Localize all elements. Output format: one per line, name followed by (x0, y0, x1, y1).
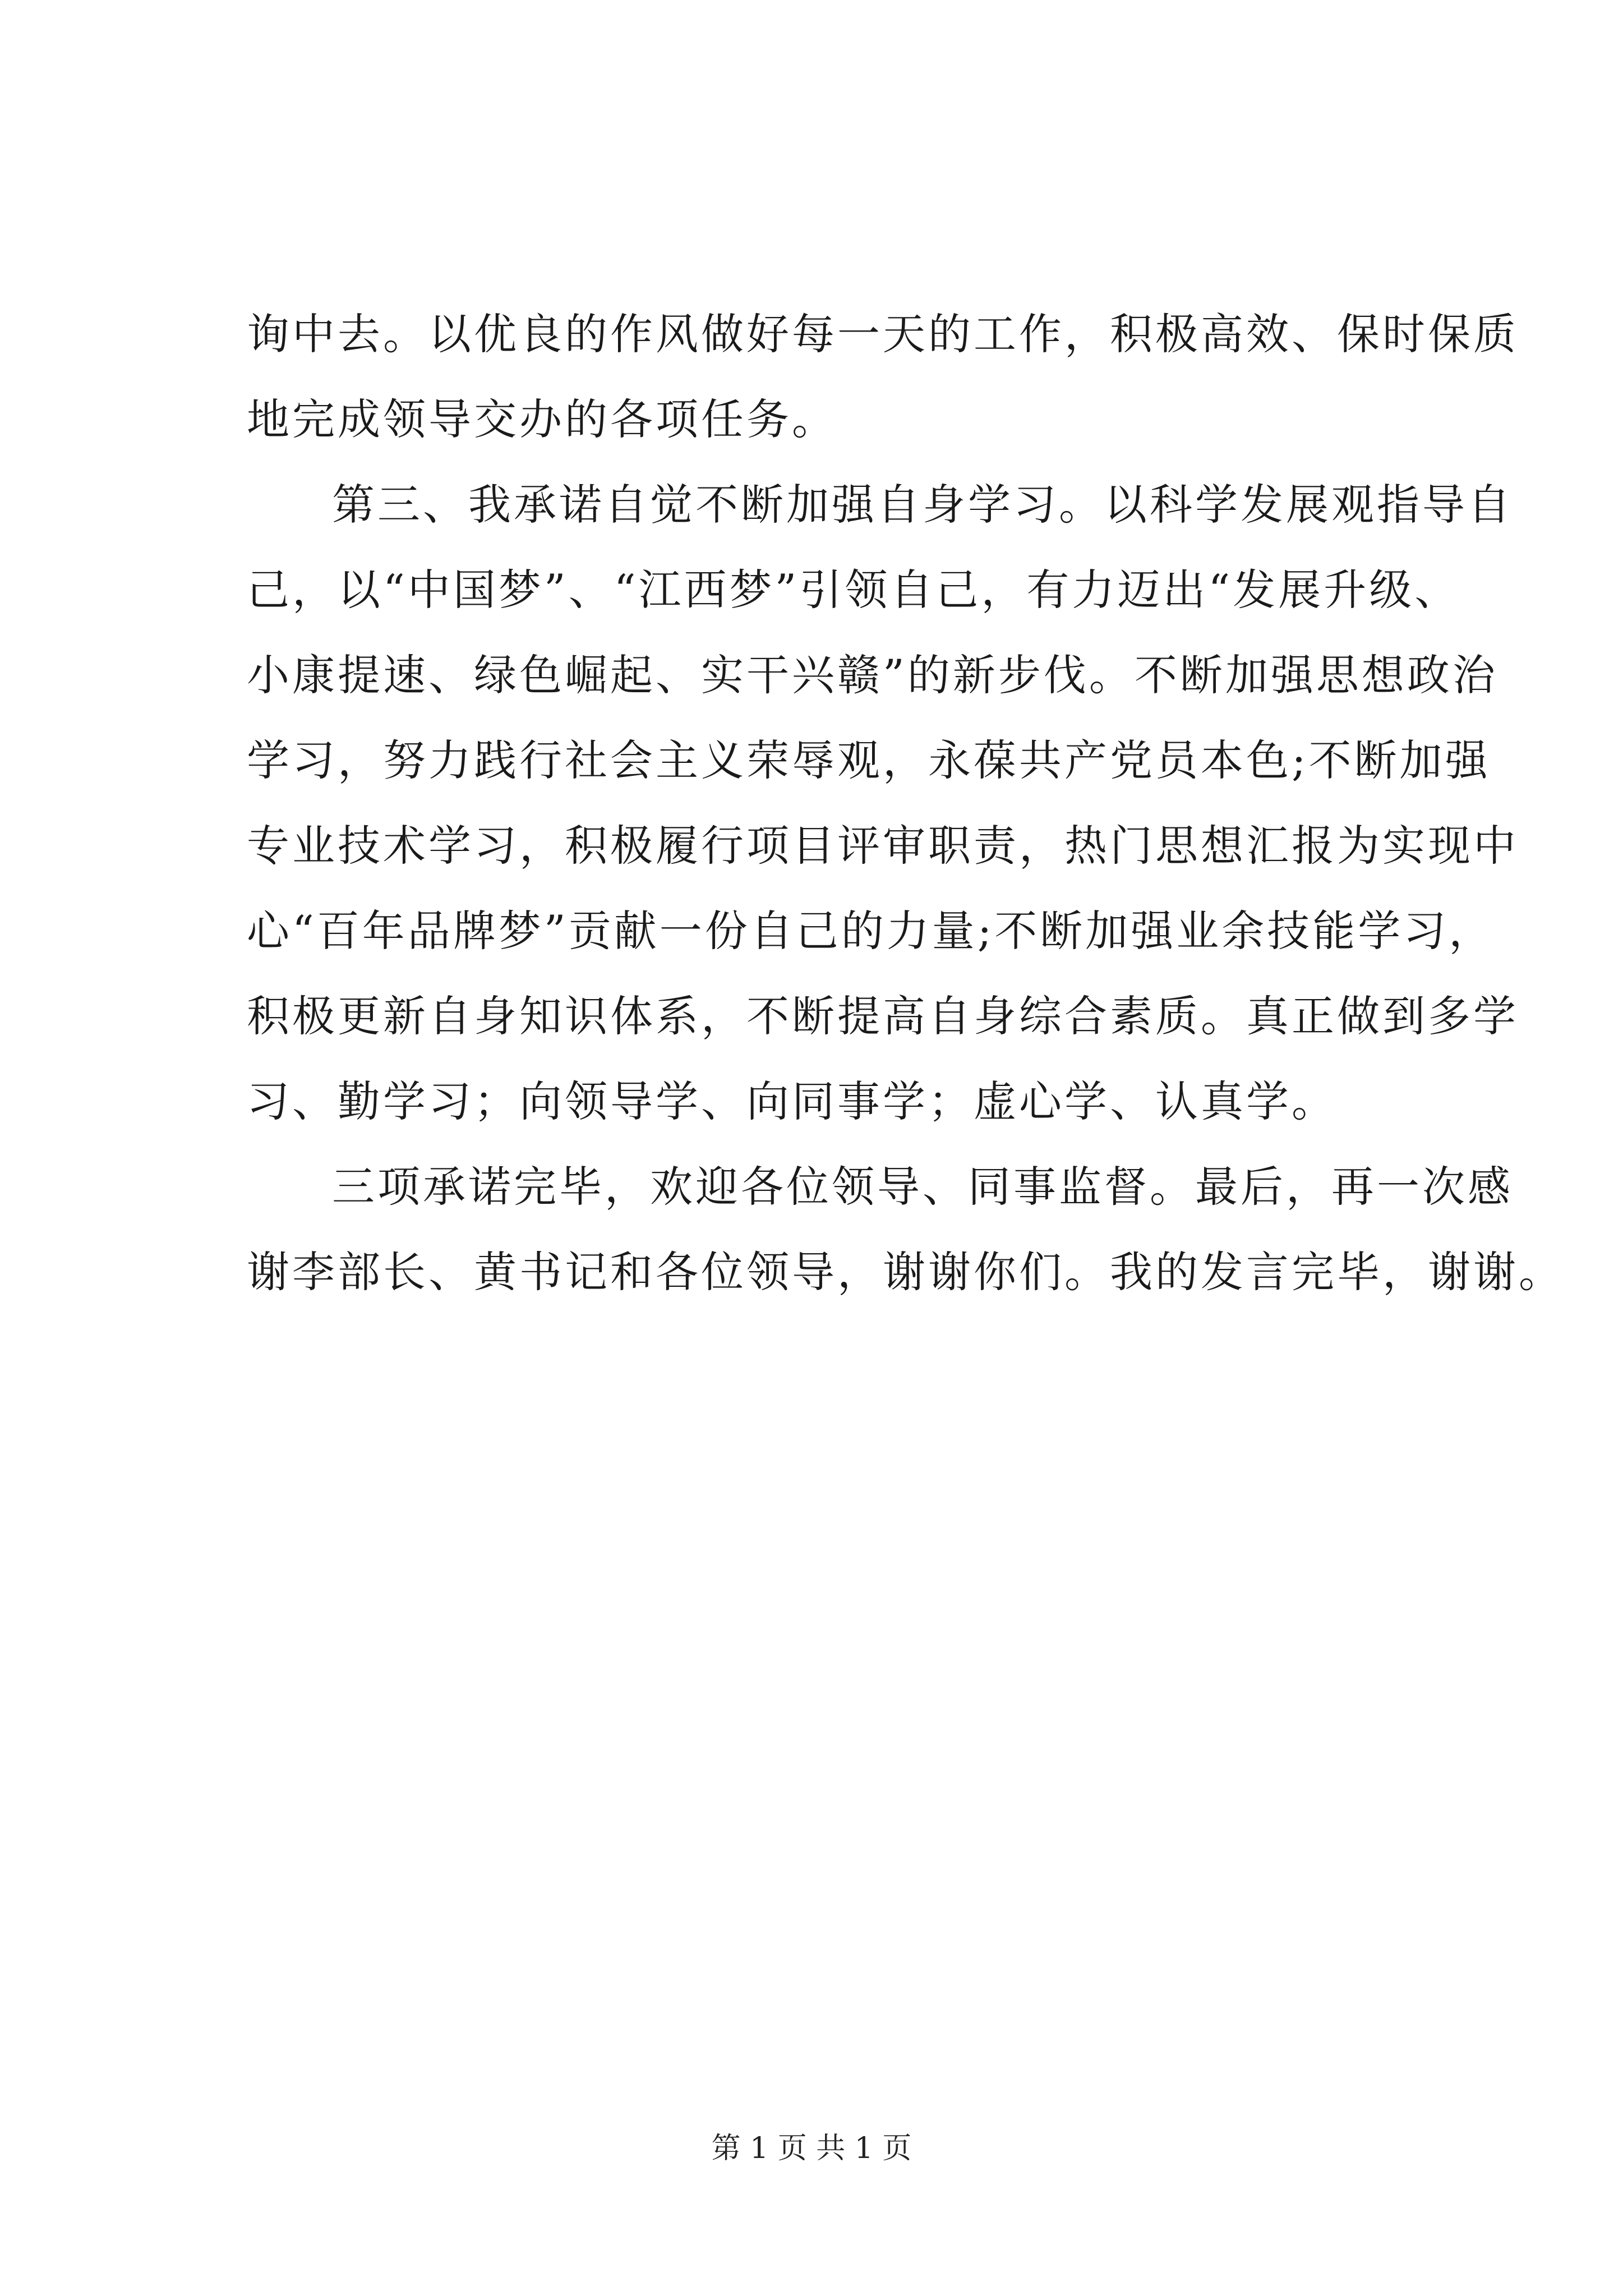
paragraph-start-line: 三项承诺完毕，欢迎各位领导、同事监督。最后，再一次感 (332, 1162, 1513, 1212)
text-line: 地完成领导交办的各项任务。 (247, 394, 837, 444)
text-line: 习、勤学习；向领导学、向同事学；虚心学、认真学。 (247, 1076, 1337, 1126)
paragraph-start-line: 第三、我承诺自觉不断加强自身学习。以科学发展观指导自 (332, 480, 1513, 530)
page-number: 第 1 页 共 1 页 (711, 2132, 912, 2165)
text-line: 心“百年品牌梦”贡献一份自己的力量;不断加强业余技能学习， (247, 906, 1495, 956)
text-line: 学习，努力践行社会主义荣辱观，永葆共产党员本色;不断加强 (247, 735, 1491, 785)
text-line: 积极更新自身知识体系，不断提高自身综合素质。真正做到多学 (247, 991, 1519, 1041)
page-footer (0, 2126, 1623, 2171)
text-line: 小康提速、绿色崛起、实干兴赣”的新步伐。不断加强思想政治 (247, 650, 1498, 700)
text-line: 专业技术学习，积极履行项目评审职责，热门思想汇报为实现中 (247, 821, 1519, 871)
text-line: 询中去。以优良的作风做好每一天的工作，积极高效、保时保质 (247, 309, 1519, 359)
text-line: 谢李部长、黄书记和各位领导，谢谢你们。我的发言完毕，谢谢。 (247, 1247, 1564, 1297)
text-line: 己，以“中国梦”、“江西梦”引领自己，有力迈出“发展升级、 (247, 565, 1460, 615)
document-body (247, 292, 1564, 1315)
